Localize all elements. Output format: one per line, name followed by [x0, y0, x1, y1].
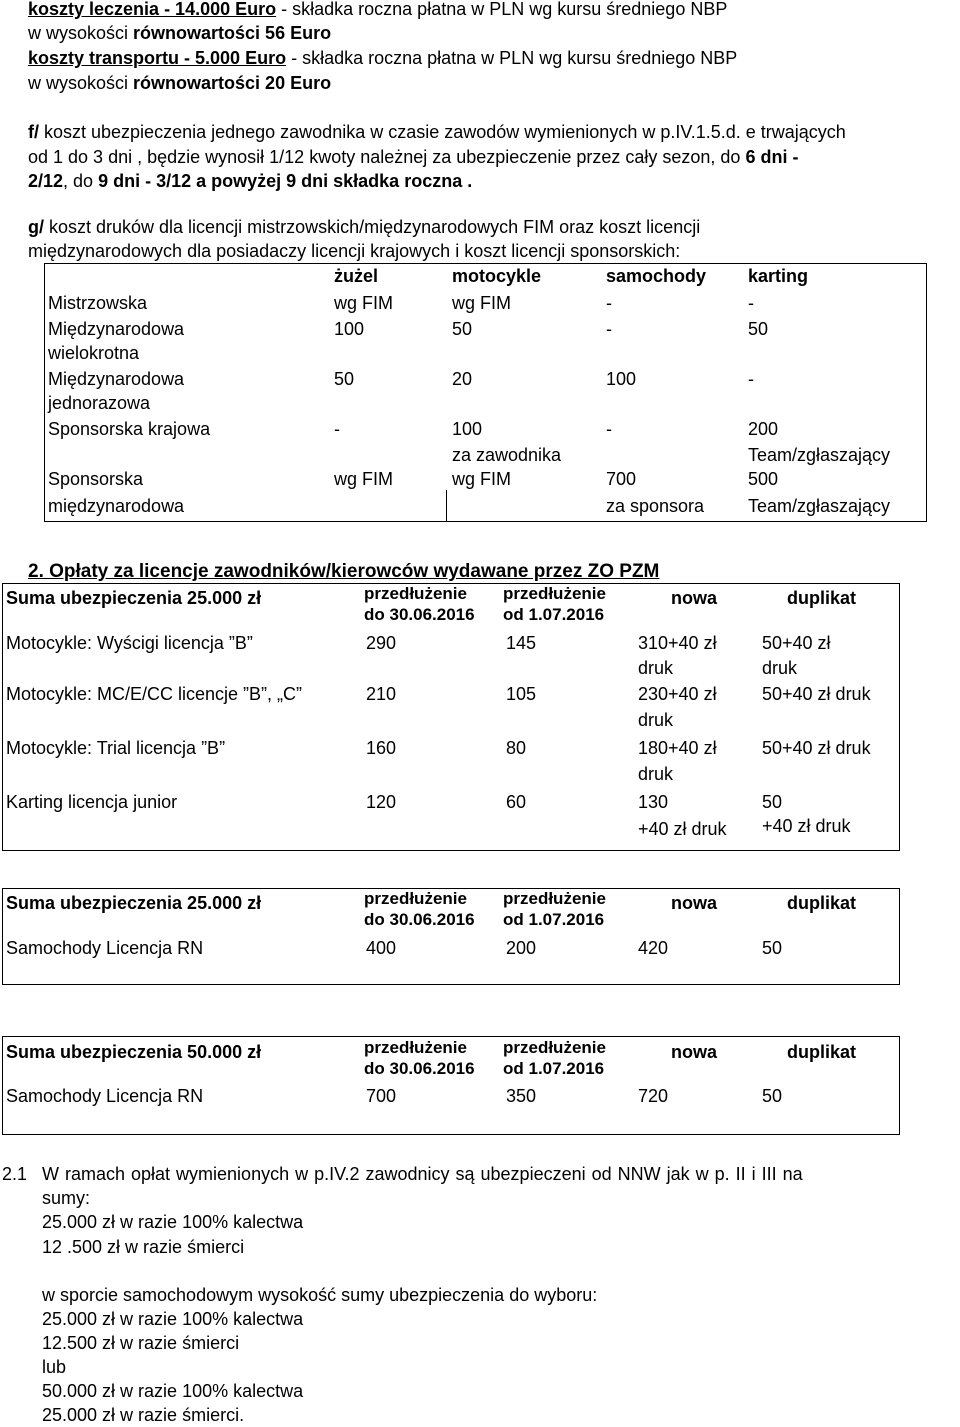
section-f-text: od 1 do 3 dni , będzie wynosił 1/12 kwoty należnej za ubezpieczenie przez cały sezon, do — [28, 147, 746, 167]
cell-ext2: 350 — [506, 1086, 537, 1106]
cell-ext1: 700 — [366, 1086, 397, 1106]
t2-header-ext2b: od 1.07.2016 — [503, 910, 605, 929]
t1-header-label: Suma ubezpieczenia 25.000 zł — [6, 588, 262, 608]
t2-right-border — [899, 888, 900, 985]
cell-dup-2: +40 zł druk — [762, 816, 851, 836]
cell-motorcycles: 100 — [452, 419, 483, 439]
row-label: Sponsorska — [48, 469, 144, 489]
t3-header-new: nowa — [671, 1042, 718, 1062]
intro-line-3 — [28, 46, 958, 70]
t1-header-ext1b: do 30.06.2016 — [364, 605, 475, 624]
equivalent-20: równowartości 20 Euro — [133, 73, 332, 93]
cell-dup: 50 — [762, 792, 783, 812]
header-cars: samochody — [606, 266, 707, 286]
cell-new-2: +40 zł druk — [638, 819, 727, 839]
cell-speedway: 50 — [334, 369, 355, 389]
t3-header-ext1b: do 30.06.2016 — [364, 1059, 475, 1078]
medical-costs-text: - składka roczna płatna w PLN wg kursu średniego NBP — [276, 0, 728, 19]
cell-ext1: 400 — [366, 938, 397, 958]
section-21-line-1: W ramach opłat wymienionych w p.IV.2 zawodnicy są ubezpieczeni od NNW jak w p. II i III na — [42, 1164, 803, 1184]
intro-line-4 — [28, 71, 331, 95]
row-label: Motocykle: MC/E/CC licencje ”B”, „C” — [6, 684, 303, 704]
section-g-line-2: międzynarodowych dla posiadaczy licencji krajowych i koszt licencji sponsorskich: — [28, 241, 681, 261]
t3-header-ext2a: przedłużenie — [503, 1038, 606, 1057]
cell-speedway: 100 — [334, 319, 365, 339]
cell-cars: 100 — [606, 369, 637, 389]
cell-karting: 50 — [748, 319, 769, 339]
cell-dup: 50 — [762, 1086, 783, 1106]
t2-header-label: Suma ubezpieczenia 25.000 zł — [6, 893, 262, 913]
t3-header-dup: duplikat — [787, 1042, 857, 1062]
row-label: Karting licencja junior — [6, 792, 178, 812]
cell-new: 180+40 zł — [638, 738, 717, 758]
section-21-line-8: lub — [42, 1357, 67, 1377]
t2-bottom-border — [2, 984, 900, 985]
t1-header-new: nowa — [671, 588, 718, 608]
t3-top-border — [2, 1036, 900, 1037]
section-f-line-1 — [28, 120, 846, 144]
cell-ext1: 290 — [366, 633, 397, 653]
cell-ext2: 200 — [506, 938, 537, 958]
row-label: Motocykle: Wyścigi licencja ”B” — [6, 633, 253, 653]
t2-header-ext2a: przedłużenie — [503, 889, 606, 908]
t3-left-border — [2, 1036, 3, 1135]
section-g-text: koszt druków dla licencji mistrzowskich/międzynarodowych FIM oraz koszt licencji — [44, 217, 701, 237]
header-speedway: żużel — [334, 266, 379, 286]
row-label: Samochody Licencja RN — [6, 938, 204, 958]
row-label: Międzynarodowa — [48, 369, 185, 389]
cell-dup: 50 — [762, 938, 783, 958]
intro-line-2 — [28, 21, 331, 45]
section-f-text: , do — [63, 171, 99, 191]
section-21-line-9: 50.000 zł w razie 100% kalectwa — [42, 1381, 304, 1401]
section-g-line-1 — [28, 215, 700, 239]
t2-header-new: nowa — [671, 893, 718, 913]
cell-new-2: druk — [638, 764, 674, 784]
section-21-number: 2.1 — [2, 1164, 28, 1184]
medical-costs-label: koszty leczenia - 14.000 Euro — [28, 0, 277, 19]
cell-speedway: wg FIM — [334, 293, 394, 313]
t3-header-ext1a: przedłużenie — [364, 1038, 467, 1057]
header-motorcycles: motocykle — [452, 266, 542, 286]
cell-new: 130 — [638, 792, 669, 812]
cell-ext2: 145 — [506, 633, 537, 653]
section-f-bold: 6 dni - — [745, 147, 799, 167]
section-g-marker: g/ — [28, 217, 44, 237]
row-label: Sponsorska krajowa — [48, 419, 211, 439]
equivalent-56: równowartości 56 Euro — [133, 23, 332, 43]
fim-table-bottom-border — [44, 521, 927, 522]
t1-left-border — [2, 583, 3, 851]
cell-new-2: druk — [638, 658, 674, 678]
row-label: Motocykle: Trial licencja ”B” — [6, 738, 226, 758]
cell-new: 310+40 zł — [638, 633, 717, 653]
cell-ext2: 105 — [506, 684, 537, 704]
cell-speedway: - — [334, 419, 340, 439]
section-21-line-7: 12.500 zł w razie śmierci — [42, 1333, 240, 1353]
cell-cars-note: za sponsora — [606, 496, 705, 516]
t3-header-label: Suma ubezpieczenia 50.000 zł — [6, 1042, 262, 1062]
intro-text: w wysokości — [28, 23, 134, 43]
cell-karting-note: Team/zgłaszający — [748, 445, 891, 465]
cell-motorcycles: 50 — [452, 319, 473, 339]
cell-dup-2: druk — [762, 658, 798, 678]
cell-new: 230+40 zł — [638, 684, 717, 704]
cell-motorcycles: wg FIM — [452, 469, 512, 489]
section-f-marker: f/ — [28, 122, 39, 142]
cell-karting: - — [748, 369, 754, 389]
section-21-line-10: 25.000 zł w razie śmierci. — [42, 1405, 245, 1425]
row-label-2: jednorazowa — [48, 393, 151, 413]
t1-header-ext2a: przedłużenie — [503, 584, 606, 603]
cell-cars: 700 — [606, 469, 637, 489]
cell-new: 420 — [638, 938, 669, 958]
cell-ext1: 120 — [366, 792, 397, 812]
t1-header-ext2b: od 1.07.2016 — [503, 605, 605, 624]
intro-text: w wysokości — [28, 73, 134, 93]
cell-dup: 50+40 zł druk — [762, 684, 871, 704]
row-label: Samochody Licencja RN — [6, 1086, 204, 1106]
section-2-title: 2. Opłaty za licencje zawodników/kierowców wydawane przez ZO PZM — [28, 561, 660, 582]
cell-ext2: 60 — [506, 792, 527, 812]
cell-new: 720 — [638, 1086, 669, 1106]
header-karting: karting — [748, 266, 809, 286]
cell-motorcycles: 20 — [452, 369, 473, 389]
cell-karting-note: Team/zgłaszający — [748, 496, 891, 516]
fim-table-left-border — [44, 263, 45, 522]
section-21-line-3: 25.000 zł w razie 100% kalectwa — [42, 1212, 304, 1232]
t3-right-border — [899, 1036, 900, 1135]
cell-dup: 50+40 zł — [762, 633, 831, 653]
row-label-2: wielokrotna — [48, 343, 140, 363]
cell-new-2: druk — [638, 710, 674, 730]
cell-karting: - — [748, 293, 754, 313]
section-f-bold: 2/12 — [28, 171, 64, 191]
t1-bottom-border — [2, 850, 900, 851]
transport-costs-text: - składka roczna płatna w PLN wg kursu średniego NBP — [286, 48, 738, 68]
cell-motorcycles-note: za zawodnika — [452, 445, 562, 465]
cell-ext2: 80 — [506, 738, 527, 758]
t1-header-ext1a: przedłużenie — [364, 584, 467, 603]
section-21-line-2: sumy: — [42, 1188, 91, 1208]
fim-table-col-sep — [446, 490, 447, 521]
t3-bottom-border — [2, 1134, 900, 1135]
t2-header-dup: duplikat — [787, 893, 857, 913]
section-f-text: koszt ubezpieczenia jednego zawodnika w czasie zawodów wymienionych w p.IV.1.5.d. e trwających — [39, 122, 846, 142]
row-label-2: międzynarodowa — [48, 496, 185, 516]
t2-header-ext1b: do 30.06.2016 — [364, 910, 475, 929]
t2-left-border — [2, 888, 3, 985]
cell-cars: - — [606, 319, 612, 339]
section-21-line-6: 25.000 zł w razie 100% kalectwa — [42, 1309, 304, 1329]
section-21-line-5: w sporcie samochodowym wysokość sumy ubezpieczenia do wyboru: — [42, 1285, 598, 1305]
cell-dup: 50+40 zł druk — [762, 738, 871, 758]
section-21-line-4: 12 .500 zł w razie śmierci — [42, 1237, 245, 1257]
cell-speedway: wg FIM — [334, 469, 394, 489]
cell-cars: - — [606, 293, 612, 313]
fim-table-right-border — [926, 263, 927, 522]
intro-line-1 — [28, 0, 933, 21]
cell-motorcycles: wg FIM — [452, 293, 512, 313]
row-label: Mistrzowska — [48, 293, 148, 313]
cell-ext1: 210 — [366, 684, 397, 704]
t2-header-ext1a: przedłużenie — [364, 889, 467, 908]
t3-header-ext2b: od 1.07.2016 — [503, 1059, 605, 1078]
cell-karting: 200 — [748, 419, 779, 439]
t1-header-dup: duplikat — [787, 588, 857, 608]
cell-karting: 500 — [748, 469, 779, 489]
section-f-bold: 9 dni - 3/12 a powyżej 9 dni składka roczna . — [98, 171, 473, 191]
section-f-line-2 — [28, 145, 798, 169]
row-label: Międzynarodowa — [48, 319, 185, 339]
transport-costs-label: koszty transportu - 5.000 Euro — [28, 48, 287, 68]
t1-right-border — [899, 583, 900, 851]
cell-cars: - — [606, 419, 612, 439]
section-f-line-3 — [28, 169, 472, 193]
cell-ext1: 160 — [366, 738, 397, 758]
